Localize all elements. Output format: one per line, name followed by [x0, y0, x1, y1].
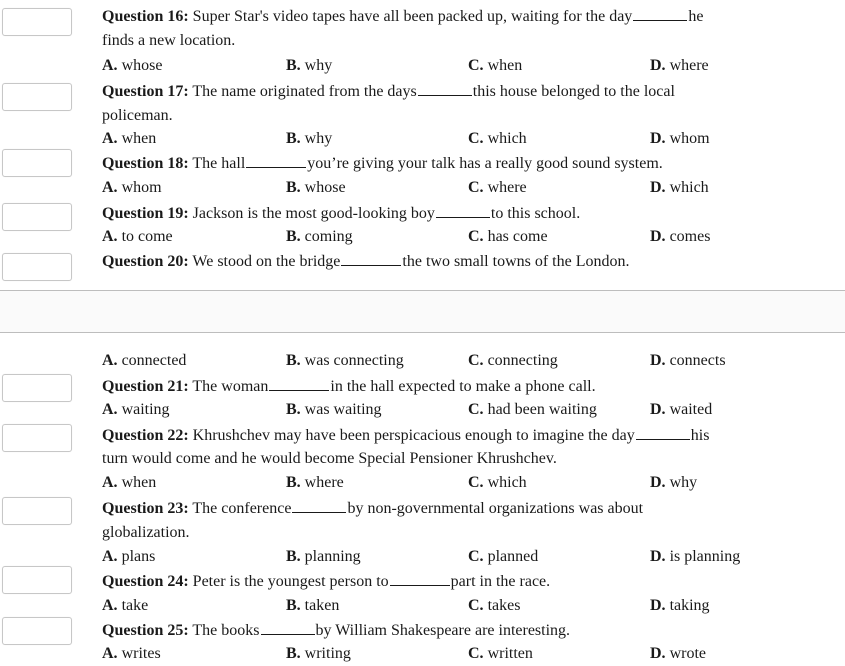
option-a[interactable]: A. whom [102, 179, 162, 196]
question-text: The hall [192, 155, 246, 172]
option-b[interactable]: B. coming [286, 228, 353, 245]
question-text: this house belonged to the local [472, 83, 675, 100]
question-text: Khrushchev may have been perspicacious enough to imagine the day [192, 427, 635, 444]
question-22-options [102, 473, 802, 492]
answer-blank [292, 498, 346, 513]
answer-blank [269, 376, 329, 391]
option-a[interactable]: A. connected [102, 352, 187, 369]
option-a[interactable]: A. waiting [102, 401, 170, 418]
question-text: the two small towns of the London. [402, 253, 630, 270]
question-23-line2: globalization. [102, 524, 190, 541]
option-d[interactable]: D. why [650, 474, 698, 491]
question-label: Question 16: [102, 8, 189, 25]
option-a[interactable]: A. to come [102, 228, 173, 245]
answer-box-q25[interactable] [2, 617, 72, 645]
question-text: his [690, 427, 710, 444]
question-17 [102, 81, 675, 101]
answer-box-q24[interactable] [2, 566, 72, 594]
option-d[interactable]: D. is planning [650, 548, 741, 565]
question-text: you’re giving your talk has a really good sound system. [307, 155, 663, 172]
option-c[interactable]: C. takes [468, 597, 521, 614]
option-c[interactable]: C. has come [468, 228, 548, 245]
question-text: to this school. [490, 205, 581, 222]
option-d[interactable]: D. wrote [650, 645, 706, 662]
question-text: The name originated from the days [192, 83, 417, 100]
option-a[interactable]: A. whose [102, 57, 163, 74]
question-text: The conference [192, 500, 292, 517]
page-gap [0, 291, 845, 332]
question-20-options [102, 351, 802, 370]
answer-box-q18[interactable] [2, 149, 72, 177]
question-label: Question 22: [102, 427, 189, 444]
question-22-line2: turn would come and he would become Special Pensioner Khrushchev. [102, 450, 557, 467]
question-text: The woman [192, 378, 269, 395]
question-text: Peter is the youngest person to [192, 573, 389, 590]
question-24 [102, 571, 550, 591]
question-16 [102, 6, 703, 26]
question-25 [102, 620, 570, 640]
question-label: Question 24: [102, 573, 189, 590]
question-17-line2: policeman. [102, 107, 173, 124]
answer-box-q20[interactable] [2, 253, 72, 281]
option-d[interactable]: D. comes [650, 228, 711, 245]
question-21-options [102, 400, 802, 419]
question-19 [102, 203, 580, 223]
option-c[interactable]: C. written [468, 645, 533, 662]
question-text: by non-governmental organizations was about [347, 500, 644, 517]
question-label: Question 21: [102, 378, 189, 395]
question-17-options [102, 129, 802, 148]
answer-blank [636, 425, 690, 440]
answer-blank [418, 81, 472, 96]
option-d[interactable]: D. which [650, 179, 709, 196]
question-16-line2: finds a new location. [102, 32, 236, 49]
answer-blank [436, 203, 490, 218]
option-b[interactable]: B. writing [286, 645, 351, 662]
option-d[interactable]: D. waited [650, 401, 713, 418]
option-b[interactable]: B. was connecting [286, 352, 404, 369]
question-label: Question 19: [102, 205, 189, 222]
question-text: part in the race. [450, 573, 551, 590]
question-text: he [688, 8, 704, 25]
option-c[interactable]: C. connecting [468, 352, 558, 369]
question-24-options [102, 596, 802, 615]
option-d[interactable]: D. connects [650, 352, 726, 369]
question-text: Jackson is the most good-looking boy [192, 205, 435, 222]
question-label: Question 18: [102, 155, 189, 172]
worksheet-top-section [0, 0, 845, 290]
answer-box-q19[interactable] [2, 203, 72, 231]
answer-blank [341, 251, 401, 266]
option-b[interactable]: B. taken [286, 597, 340, 614]
question-text: We stood on the bridge [192, 253, 341, 270]
option-c[interactable]: C. when [468, 57, 523, 74]
option-d[interactable]: D. where [650, 57, 709, 74]
option-d[interactable]: D. whom [650, 130, 710, 147]
option-a[interactable]: A. take [102, 597, 149, 614]
option-b[interactable]: B. whose [286, 179, 346, 196]
answer-blank [246, 153, 306, 168]
question-label: Question 20: [102, 253, 189, 270]
answer-box-q17[interactable] [2, 83, 72, 111]
question-text: The books [192, 622, 260, 639]
option-c[interactable]: C. planned [468, 548, 539, 565]
answer-box-q22[interactable] [2, 424, 72, 452]
worksheet-bottom-section [0, 333, 845, 666]
option-c[interactable]: C. which [468, 130, 527, 147]
option-a[interactable]: A. when [102, 474, 157, 491]
option-a[interactable]: A. when [102, 130, 157, 147]
answer-blank [633, 6, 687, 21]
option-a[interactable]: A. plans [102, 548, 156, 565]
option-b[interactable]: B. planning [286, 548, 361, 565]
option-b[interactable]: B. was waiting [286, 401, 382, 418]
question-text: by William Shakespeare are interesting. [315, 622, 571, 639]
answer-box-q21[interactable] [2, 374, 72, 402]
option-c[interactable]: C. which [468, 474, 527, 491]
question-18 [102, 153, 663, 173]
question-25-options [102, 644, 802, 663]
question-22 [102, 425, 709, 445]
question-18-options [102, 178, 802, 197]
question-label: Question 23: [102, 500, 189, 517]
option-d[interactable]: D. taking [650, 597, 710, 614]
option-b[interactable]: B. why [286, 130, 333, 147]
question-label: Question 25: [102, 622, 189, 639]
question-23-options [102, 547, 802, 566]
question-text: in the hall expected to make a phone call. [330, 378, 596, 395]
option-c[interactable]: C. where [468, 179, 527, 196]
option-b[interactable]: B. where [286, 474, 344, 491]
question-20 [102, 251, 630, 271]
question-23 [102, 498, 643, 518]
answer-box-q23[interactable] [2, 497, 72, 525]
answer-blank [261, 620, 315, 635]
option-b[interactable]: B. why [286, 57, 333, 74]
question-label: Question 17: [102, 83, 189, 100]
question-16-options [102, 56, 802, 75]
answer-box-q16[interactable] [2, 8, 72, 36]
option-c[interactable]: C. had been waiting [468, 401, 597, 418]
question-21 [102, 376, 596, 396]
option-a[interactable]: A. writes [102, 645, 161, 662]
question-text: Super Star's video tapes have all been packed up, waiting for the day [192, 8, 633, 25]
question-19-options [102, 227, 802, 246]
answer-blank [390, 571, 450, 586]
